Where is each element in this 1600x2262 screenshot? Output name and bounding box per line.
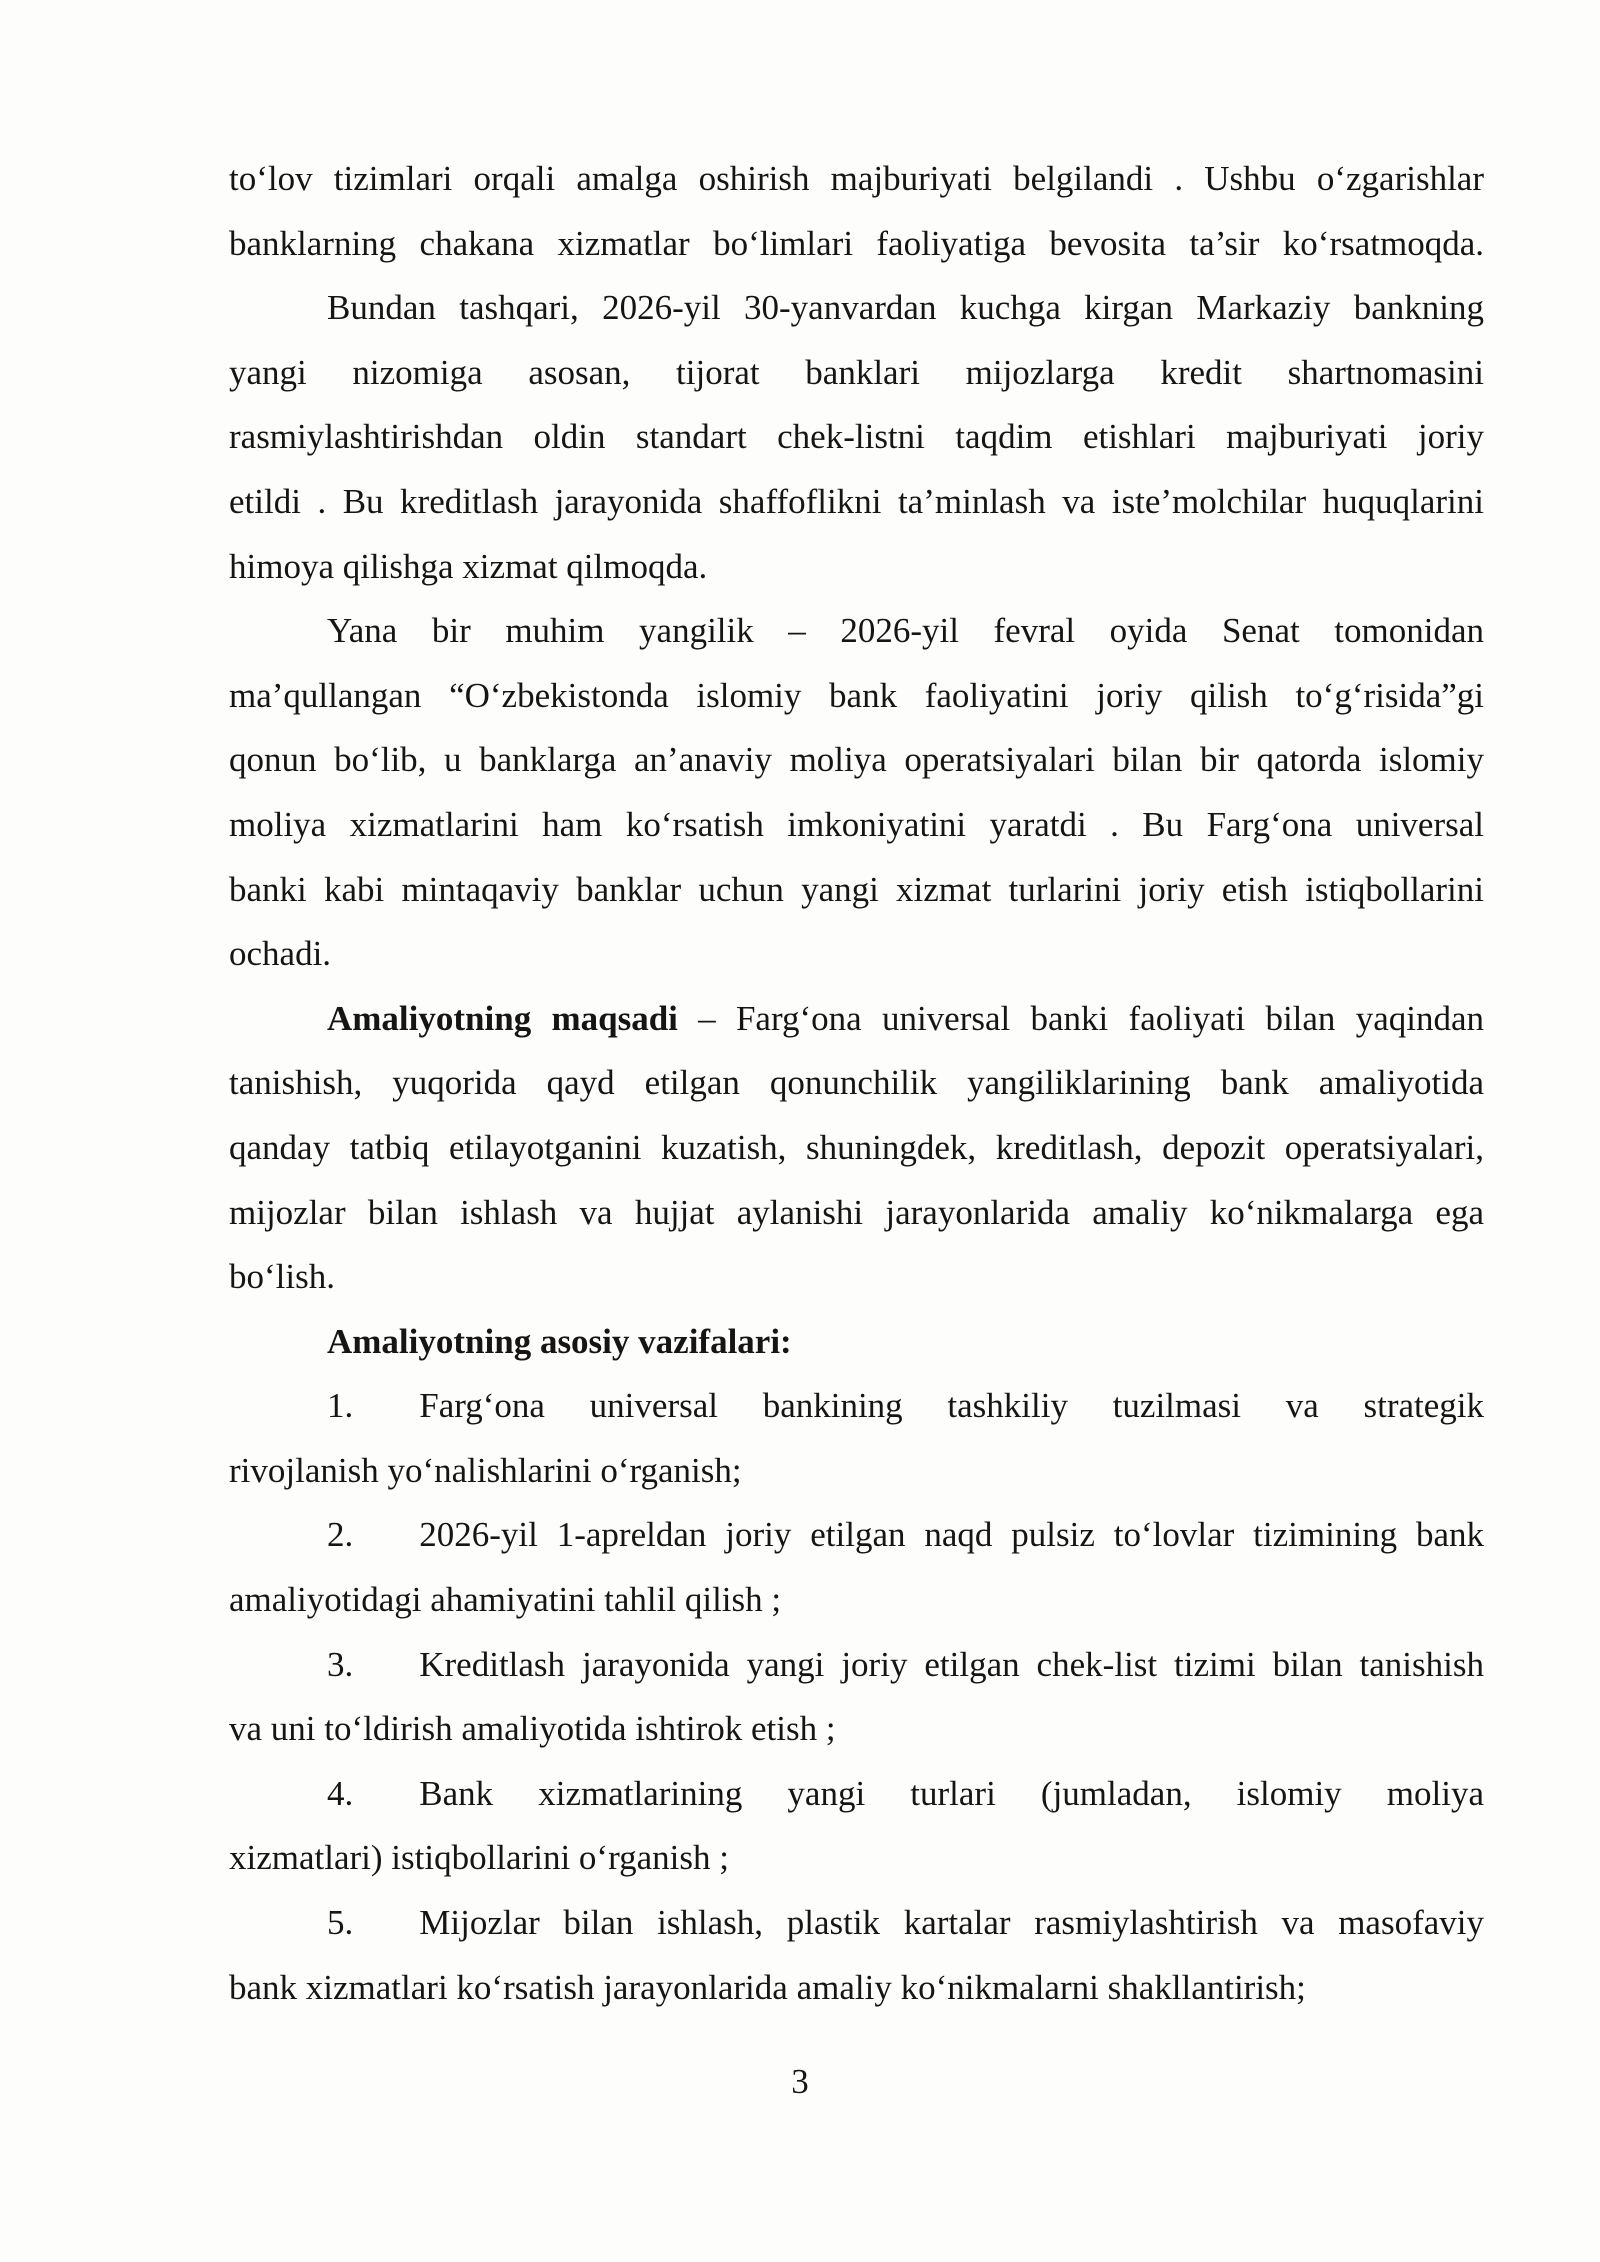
text-line <box>229 664 1484 729</box>
text-line <box>229 1051 1484 1116</box>
text-line <box>229 1633 1484 1698</box>
text-line <box>229 405 1484 470</box>
text-run: tanishish, yuqorida qayd etilgan qonunchilik yangiliklarining bank amaliyotida <box>229 1063 1484 1103</box>
page-number: 3 <box>791 2062 809 2102</box>
text-line <box>229 599 1484 664</box>
tab-space <box>353 1804 419 1805</box>
text-line <box>229 1181 1484 1246</box>
text-line <box>229 470 1484 535</box>
text-line <box>229 147 1484 212</box>
text-run: xizmatlari) istiqbollarini o‘rganish ; <box>229 1838 729 1878</box>
text-run: Farg‘ona universal bankining tashkiliy tuzilmasi va strategik <box>419 1386 1484 1426</box>
text-run: Amaliyotning maqsadi <box>327 998 678 1038</box>
text-run: rasmiylashtirishdan oldin standart chek-listni taqdim etishlari majburiyati joriy <box>229 417 1484 457</box>
text-run: 2. <box>327 1515 354 1555</box>
text-run: 2026-yil 1-apreldan joriy etilgan naqd pulsiz to‘lovlar tizimining bank <box>419 1515 1484 1555</box>
text-run: moliya xizmatlarini ham ko‘rsatish imkoniyatini yaratdi . Bu Farg‘ona universal <box>229 804 1484 844</box>
text-run: – Farg‘ona universal banki faoliyati bilan yaqindan <box>677 998 1484 1038</box>
text-line <box>229 987 1484 1052</box>
text-line <box>229 793 1484 858</box>
text-line <box>229 1762 1484 1827</box>
text-run: qonun bo‘lib, u banklarga an’anaviy moliya operatsiyalari bilan bir qatorda islomiy <box>229 740 1484 780</box>
text-line <box>229 212 1484 277</box>
tab-space <box>353 1675 419 1676</box>
text-run: 4. <box>327 1773 354 1813</box>
text-line <box>229 1116 1484 1181</box>
text-run: ma’qullangan “O‘zbekistonda islomiy bank faoliyatini joriy qilish to‘g‘risida”gi <box>229 675 1484 715</box>
text-line <box>229 276 1484 341</box>
text-run: Yana bir muhim yangilik – 2026-yil fevral oyida Senat tomonidan <box>327 611 1484 651</box>
text-line <box>229 922 1484 987</box>
text-run: banki kabi mintaqaviy banklar uchun yangi xizmat turlarini joriy etish istiqbollarini <box>229 869 1484 909</box>
tab-space <box>353 1933 419 1934</box>
text-line <box>229 1826 1484 1891</box>
text-run: etildi . Bu kreditlash jarayonida shaffoflikni ta’minlash va iste’molchilar huquqlarini <box>229 481 1484 521</box>
text-run: bo‘lish. <box>229 1257 335 1297</box>
text-line <box>229 1245 1484 1310</box>
text-run: mijozlar bilan ishlash va hujjat aylanishi jarayonlarida amaliy ko‘nikmalarga ega <box>229 1192 1484 1232</box>
text-run: ochadi. <box>229 934 332 974</box>
text-run: himoya qilishga xizmat qilmoqda. <box>229 546 708 586</box>
text-line <box>229 1891 1484 1956</box>
text-run: amaliyotidagi ahamiyatini tahlil qilish ; <box>229 1580 782 1620</box>
text-line <box>229 1439 1484 1504</box>
text-run: yangi nizomiga asosan, tijorat banklari mijozlarga kredit shartnomasini <box>229 352 1484 392</box>
text-line <box>229 1568 1484 1633</box>
text-run: 1. <box>327 1386 354 1426</box>
text-line <box>229 858 1484 923</box>
text-line <box>229 728 1484 793</box>
text-line <box>229 341 1484 406</box>
text-line <box>229 1310 1484 1375</box>
text-line <box>229 1956 1484 2021</box>
text-line <box>229 1697 1484 1762</box>
text-run: Mijozlar bilan ishlash, plastik kartalar rasmiylashtirish va masofaviy <box>419 1903 1484 1943</box>
text-run: banklarning chakana xizmatlar bo‘limlari faoliyatiga bevosita ta’sir ko‘rsatmoqda. <box>229 223 1484 263</box>
text-line <box>229 1374 1484 1439</box>
text-line <box>229 1503 1484 1568</box>
text-run: Bank xizmatlarining yangi turlari (jumladan, islomiy moliya <box>419 1773 1484 1813</box>
text-run: rivojlanish yo‘nalishlarini o‘rganish; <box>229 1450 742 1490</box>
text-run: Bundan tashqari, 2026-yil 30-yanvardan kuchga kirgan Markaziy bankning <box>327 288 1484 328</box>
text-run: qanday tatbiq etilayotganini kuzatish, shuningdek, kreditlash, depozit operatsiyalari, <box>229 1127 1484 1167</box>
text-run: to‘lov tizimlari orqali amalga oshirish majburiyati belgilandi . Ushbu o‘zgarishlar <box>229 159 1484 198</box>
tab-space <box>353 1545 419 1546</box>
text-run: Kreditlash jarayonida yangi joriy etilgan chek-list tizimi bilan tanishish <box>419 1644 1484 1684</box>
text-run: 5. <box>327 1903 354 1943</box>
text-run: va uni to‘ldirish amaliyotida ishtirok etish ; <box>229 1709 836 1749</box>
tab-space <box>353 1416 419 1417</box>
text-run: 3. <box>327 1644 354 1684</box>
text-run: bank xizmatlari ko‘rsatish jarayonlarida amaliy ko‘nikmalarni shakllantirish; <box>229 1967 1306 2007</box>
text-line <box>229 535 1484 600</box>
text-run: Amaliyotning asosiy vazifalari: <box>327 1321 792 1361</box>
